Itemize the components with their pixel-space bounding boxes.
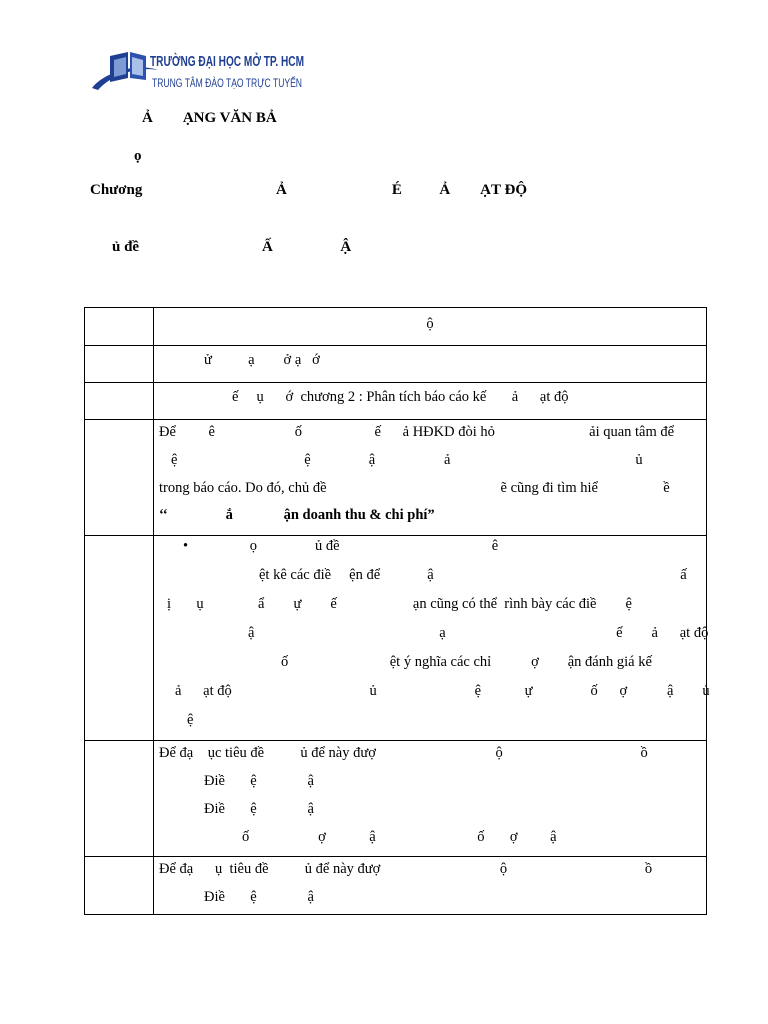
- table-row: [85, 857, 707, 915]
- table-row: [85, 383, 707, 420]
- logo-name: TRƯỜNG ĐẠI HỌC MỞ TP. HCM: [150, 54, 371, 70]
- heading-line1: Ả ẠNG VĂN BẢ: [142, 110, 277, 126]
- topic-title: Ấ Ậ: [262, 239, 352, 255]
- topic-label: ủ đề: [112, 239, 140, 255]
- chapter-label: Chương: [90, 182, 143, 198]
- table-cell-label: [85, 383, 154, 420]
- table-cell-content: ế ụ ớ chương 2 : Phân tích báo cáo kế ả ạt độ: [154, 383, 707, 420]
- table-row: [85, 308, 707, 346]
- table-cell-content: Để đạ ục tiêu đề ủ để này đượ ộ ồ Điề ệ ậ Điề ệ ậ ố ợ ậ ố ợ ậ: [154, 741, 707, 857]
- table-cell-content: ộ: [154, 308, 707, 346]
- table-cell-content: • ọ ủ đề ê ệt kê các điề ện để ậ ấ ị ụ ẩ ự ế ạn cũng có thể rình bày các điề ệ ậ ạ ế ả ạt độ ố ệt ý nghĩa các chỉ ợ ận đánh giá kế ả ạt độ ủ ệ ự ố ợ ậ ủ ệ: [154, 536, 707, 741]
- table-row: [85, 346, 707, 383]
- table-cell-label: [85, 420, 154, 536]
- heading-line2: ọ: [134, 148, 142, 164]
- logo-subtitle: TRUNG TÂM ĐÀO TẠO TRỰC TUYẾN: [152, 78, 354, 90]
- table-cell-label: [85, 308, 154, 346]
- table-cell-content: Để đạ ụ tiêu đề ủ để này đượ ộ ồ Điề ệ ậ: [154, 857, 707, 915]
- table-cell-content: Để ê ố ế ả HĐKD đòi hỏ ải quan tâm để ệ ệ ậ ả ủ trong báo cáo. Do đó, chủ đề ẽ cũng đi tìm hiể ề ‘‘ ắ ận doanh thu & chi phí”: [154, 420, 707, 536]
- table-row: [85, 741, 707, 857]
- table-row: [85, 420, 707, 536]
- content-table: [84, 307, 710, 915]
- chapter-title: Ả É Ả ẠT ĐỘ: [276, 182, 527, 198]
- table-cell-label: [85, 536, 154, 741]
- table-cell-label: [85, 346, 154, 383]
- table-cell-label: [85, 857, 154, 915]
- table-row: [85, 536, 707, 741]
- university-logo: [88, 44, 371, 98]
- table-cell-label: [85, 741, 154, 857]
- table-cell-content: ử ạ ở ạ ớ: [154, 346, 707, 383]
